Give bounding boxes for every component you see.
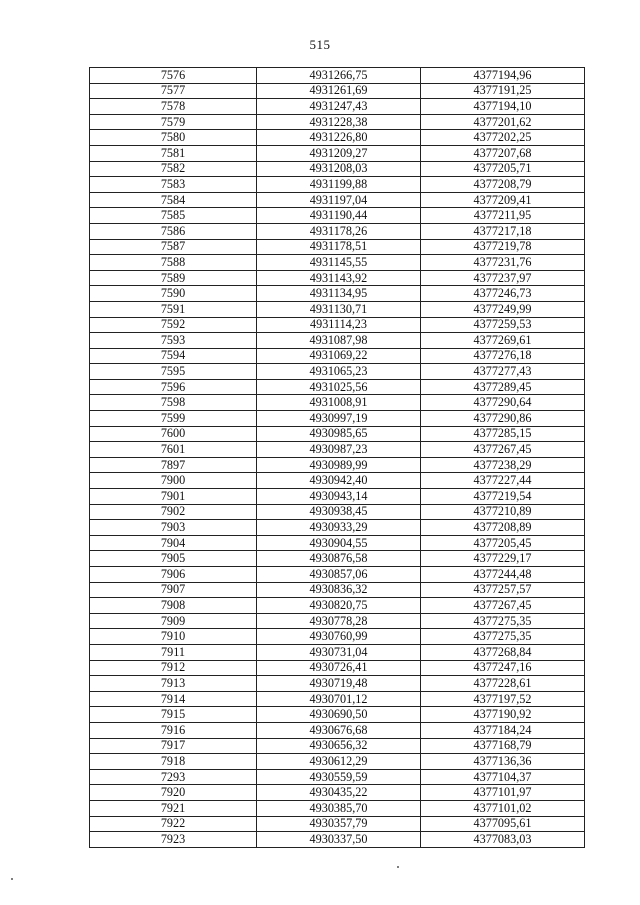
table-row	[90, 317, 585, 333]
y-coordinate-cell: 4377201,62	[421, 114, 585, 130]
table-row	[90, 348, 585, 364]
table-body	[90, 68, 585, 848]
table-row	[90, 192, 585, 208]
x-coordinate-cell: 4930559,59	[257, 769, 421, 785]
table-row	[90, 457, 585, 473]
point-number-cell: 7579	[90, 114, 257, 130]
y-coordinate-cell: 4377244,48	[421, 567, 585, 583]
table-row	[90, 738, 585, 754]
y-coordinate-cell: 4377249,99	[421, 301, 585, 317]
point-number-cell: 7922	[90, 816, 257, 832]
y-coordinate-cell: 4377211,95	[421, 208, 585, 224]
point-number-cell: 7601	[90, 442, 257, 458]
y-coordinate-cell: 4377168,79	[421, 738, 585, 754]
point-number-cell: 7595	[90, 364, 257, 380]
x-coordinate-cell: 4930985,65	[257, 426, 421, 442]
y-coordinate-cell: 4377209,41	[421, 192, 585, 208]
point-number-cell: 7578	[90, 99, 257, 115]
y-coordinate-cell: 4377095,61	[421, 816, 585, 832]
x-coordinate-cell: 4930943,14	[257, 489, 421, 505]
point-number-cell: 7901	[90, 489, 257, 505]
x-coordinate-cell: 4930778,28	[257, 613, 421, 629]
table-row	[90, 676, 585, 692]
point-number-cell: 7598	[90, 395, 257, 411]
x-coordinate-cell: 4931208,03	[257, 161, 421, 177]
x-coordinate-cell: 4930938,45	[257, 504, 421, 520]
point-number-cell: 7906	[90, 567, 257, 583]
scan-speck	[11, 878, 13, 880]
y-coordinate-cell: 4377276,18	[421, 348, 585, 364]
x-coordinate-cell: 4930690,50	[257, 707, 421, 723]
y-coordinate-cell: 4377228,61	[421, 676, 585, 692]
point-number-cell: 7583	[90, 177, 257, 193]
y-coordinate-cell: 4377219,54	[421, 489, 585, 505]
point-number-cell: 7917	[90, 738, 257, 754]
table-row	[90, 379, 585, 395]
x-coordinate-cell: 4931178,26	[257, 223, 421, 239]
coordinates-table	[89, 67, 585, 848]
x-coordinate-cell: 4931178,51	[257, 239, 421, 255]
y-coordinate-cell: 4377290,86	[421, 411, 585, 427]
point-number-cell: 7577	[90, 83, 257, 99]
table-row	[90, 489, 585, 505]
point-number-cell: 7909	[90, 613, 257, 629]
y-coordinate-cell: 4377247,16	[421, 660, 585, 676]
table-row	[90, 99, 585, 115]
x-coordinate-cell: 4930337,50	[257, 832, 421, 848]
x-coordinate-cell: 4930357,79	[257, 816, 421, 832]
point-number-cell: 7592	[90, 317, 257, 333]
point-number-cell: 7914	[90, 691, 257, 707]
point-number-cell: 7912	[90, 660, 257, 676]
x-coordinate-cell: 4930701,12	[257, 691, 421, 707]
point-number-cell: 7923	[90, 832, 257, 848]
point-number-cell: 7903	[90, 520, 257, 536]
y-coordinate-cell: 4377190,92	[421, 707, 585, 723]
x-coordinate-cell: 4930385,70	[257, 800, 421, 816]
x-coordinate-cell: 4931065,23	[257, 364, 421, 380]
table-row	[90, 145, 585, 161]
table-row	[90, 582, 585, 598]
y-coordinate-cell: 4377275,35	[421, 613, 585, 629]
x-coordinate-cell: 4931261,69	[257, 83, 421, 99]
point-number-cell: 7920	[90, 785, 257, 801]
table-row	[90, 832, 585, 848]
y-coordinate-cell: 4377267,45	[421, 442, 585, 458]
point-number-cell: 7907	[90, 582, 257, 598]
x-coordinate-cell: 4931025,56	[257, 379, 421, 395]
table-row	[90, 722, 585, 738]
y-coordinate-cell: 4377208,79	[421, 177, 585, 193]
table-row	[90, 660, 585, 676]
point-number-cell: 7587	[90, 239, 257, 255]
point-number-cell: 7584	[90, 192, 257, 208]
y-coordinate-cell: 4377257,57	[421, 582, 585, 598]
table-row	[90, 364, 585, 380]
point-number-cell: 7913	[90, 676, 257, 692]
x-coordinate-cell: 4931197,04	[257, 192, 421, 208]
x-coordinate-cell: 4931190,44	[257, 208, 421, 224]
point-number-cell: 7591	[90, 301, 257, 317]
table-row	[90, 598, 585, 614]
table-row	[90, 754, 585, 770]
x-coordinate-cell: 4930656,32	[257, 738, 421, 754]
y-coordinate-cell: 4377289,45	[421, 379, 585, 395]
y-coordinate-cell: 4377210,89	[421, 504, 585, 520]
table-row	[90, 785, 585, 801]
x-coordinate-cell: 4930987,23	[257, 442, 421, 458]
table-row	[90, 239, 585, 255]
table-row	[90, 333, 585, 349]
point-number-cell: 7576	[90, 68, 257, 84]
y-coordinate-cell: 4377277,43	[421, 364, 585, 380]
y-coordinate-cell: 4377268,84	[421, 644, 585, 660]
y-coordinate-cell: 4377207,68	[421, 145, 585, 161]
y-coordinate-cell: 4377259,53	[421, 317, 585, 333]
table-row	[90, 161, 585, 177]
x-coordinate-cell: 4931114,23	[257, 317, 421, 333]
table-row	[90, 800, 585, 816]
table-row	[90, 301, 585, 317]
point-number-cell: 7921	[90, 800, 257, 816]
y-coordinate-cell: 4377231,76	[421, 255, 585, 271]
point-number-cell: 7581	[90, 145, 257, 161]
y-coordinate-cell: 4377191,25	[421, 83, 585, 99]
point-number-cell: 7599	[90, 411, 257, 427]
table-row	[90, 442, 585, 458]
point-number-cell: 7594	[90, 348, 257, 364]
x-coordinate-cell: 4930820,75	[257, 598, 421, 614]
table-row	[90, 208, 585, 224]
x-coordinate-cell: 4930933,29	[257, 520, 421, 536]
y-coordinate-cell: 4377269,61	[421, 333, 585, 349]
point-number-cell: 7915	[90, 707, 257, 723]
y-coordinate-cell: 4377267,45	[421, 598, 585, 614]
y-coordinate-cell: 4377194,10	[421, 99, 585, 115]
y-coordinate-cell: 4377208,89	[421, 520, 585, 536]
table-row	[90, 535, 585, 551]
point-number-cell: 7918	[90, 754, 257, 770]
table-row	[90, 286, 585, 302]
table-row	[90, 691, 585, 707]
y-coordinate-cell: 4377227,44	[421, 473, 585, 489]
table-row	[90, 473, 585, 489]
table-row	[90, 613, 585, 629]
x-coordinate-cell: 4930435,22	[257, 785, 421, 801]
y-coordinate-cell: 4377246,73	[421, 286, 585, 302]
point-number-cell: 7905	[90, 551, 257, 567]
table-row	[90, 270, 585, 286]
point-number-cell: 7911	[90, 644, 257, 660]
x-coordinate-cell: 4931266,75	[257, 68, 421, 84]
point-number-cell: 7916	[90, 722, 257, 738]
table-row	[90, 707, 585, 723]
x-coordinate-cell: 4931134,95	[257, 286, 421, 302]
table-row	[90, 629, 585, 645]
x-coordinate-cell: 4931199,88	[257, 177, 421, 193]
x-coordinate-cell: 4930876,58	[257, 551, 421, 567]
y-coordinate-cell: 4377275,35	[421, 629, 585, 645]
x-coordinate-cell: 4931069,22	[257, 348, 421, 364]
table-row	[90, 83, 585, 99]
table-row	[90, 426, 585, 442]
x-coordinate-cell: 4931130,71	[257, 301, 421, 317]
x-coordinate-cell: 4930760,99	[257, 629, 421, 645]
point-number-cell: 7910	[90, 629, 257, 645]
x-coordinate-cell: 4930997,19	[257, 411, 421, 427]
point-number-cell: 7904	[90, 535, 257, 551]
table-row	[90, 504, 585, 520]
point-number-cell: 7586	[90, 223, 257, 239]
scan-speck	[397, 866, 399, 868]
table-row	[90, 130, 585, 146]
x-coordinate-cell: 4930857,06	[257, 567, 421, 583]
y-coordinate-cell: 4377219,78	[421, 239, 585, 255]
x-coordinate-cell: 4930719,48	[257, 676, 421, 692]
table-row	[90, 395, 585, 411]
table-row	[90, 114, 585, 130]
y-coordinate-cell: 4377136,36	[421, 754, 585, 770]
table-row	[90, 223, 585, 239]
y-coordinate-cell: 4377197,52	[421, 691, 585, 707]
y-coordinate-cell: 4377285,15	[421, 426, 585, 442]
point-number-cell: 7588	[90, 255, 257, 271]
x-coordinate-cell: 4931209,27	[257, 145, 421, 161]
point-number-cell: 7593	[90, 333, 257, 349]
table-row	[90, 177, 585, 193]
x-coordinate-cell: 4930989,99	[257, 457, 421, 473]
point-number-cell: 7600	[90, 426, 257, 442]
page-number: 515	[309, 37, 331, 52]
x-coordinate-cell: 4930612,29	[257, 754, 421, 770]
table-row	[90, 567, 585, 583]
point-number-cell: 7596	[90, 379, 257, 395]
point-number-cell: 7585	[90, 208, 257, 224]
table-row	[90, 644, 585, 660]
table-row	[90, 769, 585, 785]
y-coordinate-cell: 4377101,97	[421, 785, 585, 801]
point-number-cell: 7902	[90, 504, 257, 520]
table-row	[90, 816, 585, 832]
y-coordinate-cell: 4377217,18	[421, 223, 585, 239]
point-number-cell: 7589	[90, 270, 257, 286]
y-coordinate-cell: 4377202,25	[421, 130, 585, 146]
table-row	[90, 551, 585, 567]
y-coordinate-cell: 4377101,02	[421, 800, 585, 816]
y-coordinate-cell: 4377237,97	[421, 270, 585, 286]
y-coordinate-cell: 4377205,45	[421, 535, 585, 551]
table-row	[90, 520, 585, 536]
point-number-cell: 7582	[90, 161, 257, 177]
point-number-cell: 7293	[90, 769, 257, 785]
y-coordinate-cell: 4377290,64	[421, 395, 585, 411]
table-row	[90, 411, 585, 427]
x-coordinate-cell: 4931087,98	[257, 333, 421, 349]
x-coordinate-cell: 4931143,92	[257, 270, 421, 286]
x-coordinate-cell: 4931247,43	[257, 99, 421, 115]
table-row	[90, 255, 585, 271]
x-coordinate-cell: 4931226,80	[257, 130, 421, 146]
y-coordinate-cell: 4377238,29	[421, 457, 585, 473]
y-coordinate-cell: 4377194,96	[421, 68, 585, 84]
y-coordinate-cell: 4377184,24	[421, 722, 585, 738]
x-coordinate-cell: 4930726,41	[257, 660, 421, 676]
x-coordinate-cell: 4930731,04	[257, 644, 421, 660]
x-coordinate-cell: 4930676,68	[257, 722, 421, 738]
table-row	[90, 68, 585, 84]
point-number-cell: 7908	[90, 598, 257, 614]
y-coordinate-cell: 4377205,71	[421, 161, 585, 177]
x-coordinate-cell: 4931145,55	[257, 255, 421, 271]
x-coordinate-cell: 4931008,91	[257, 395, 421, 411]
point-number-cell: 7897	[90, 457, 257, 473]
point-number-cell: 7580	[90, 130, 257, 146]
x-coordinate-cell: 4931228,38	[257, 114, 421, 130]
x-coordinate-cell: 4930942,40	[257, 473, 421, 489]
y-coordinate-cell: 4377104,37	[421, 769, 585, 785]
point-number-cell: 7900	[90, 473, 257, 489]
y-coordinate-cell: 4377083,03	[421, 832, 585, 848]
x-coordinate-cell: 4930836,32	[257, 582, 421, 598]
point-number-cell: 7590	[90, 286, 257, 302]
y-coordinate-cell: 4377229,17	[421, 551, 585, 567]
x-coordinate-cell: 4930904,55	[257, 535, 421, 551]
